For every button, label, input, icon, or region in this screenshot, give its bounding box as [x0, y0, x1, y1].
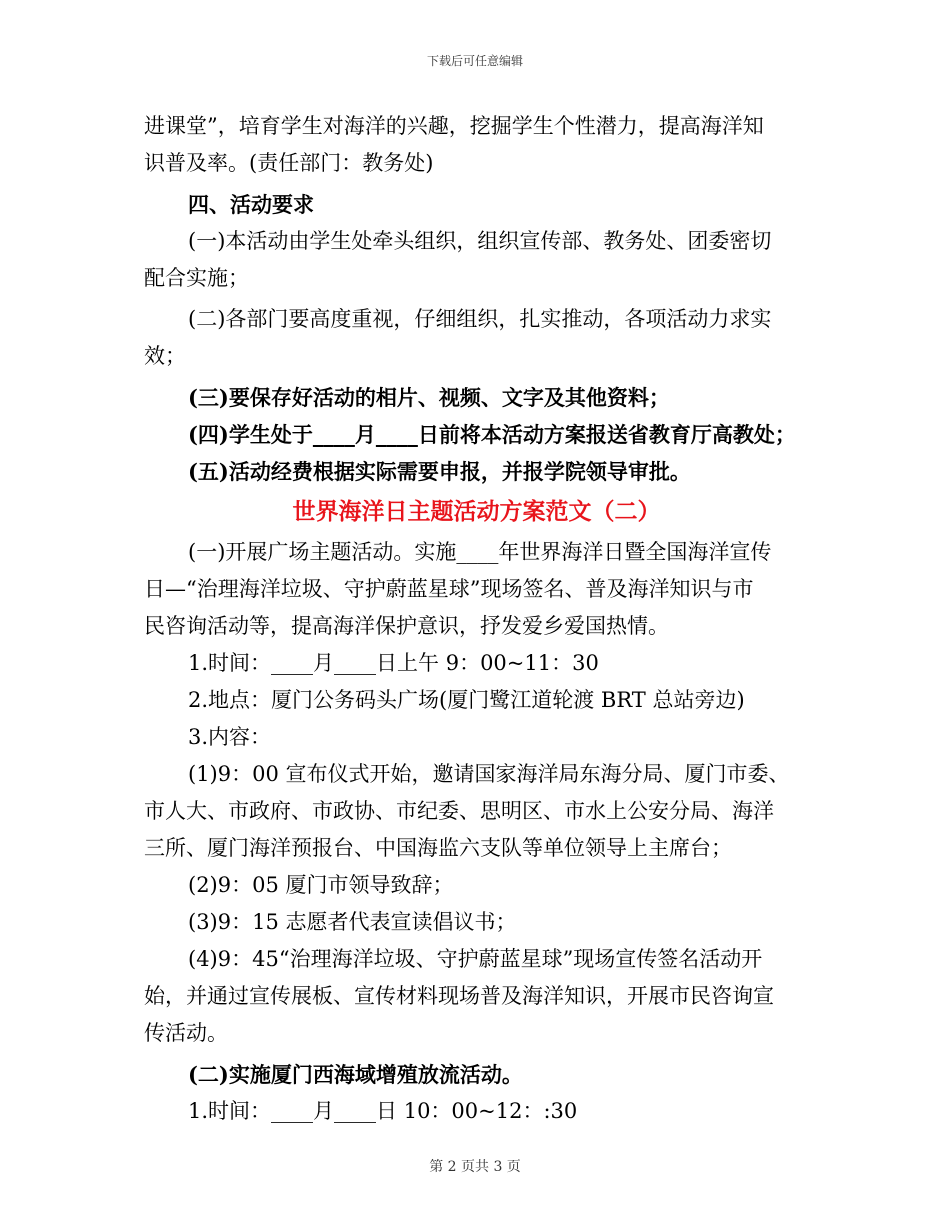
- paragraph-line: 传活动。: [144, 1021, 228, 1045]
- paragraph-line: 日—“治理海洋垃圾、守护蔚蓝星球”现场签名、普及海洋知识与市: [144, 577, 754, 601]
- document-body: [144, 108, 809, 1130]
- paragraph-line: 1.时间：____月____日上午 9：00~11：30: [188, 651, 599, 675]
- paragraph-line: 民咨询活动等，提高海洋保护意识，抒发爱乡爱国热情。: [144, 614, 669, 638]
- paragraph-line: 配合实施；: [144, 266, 249, 290]
- paragraph-line: (1)9：00 宣布仪式开始，邀请国家海洋局东海分局、厦门市委、: [188, 762, 790, 786]
- paragraph-line: (四)学生处于____月____日前将本活动方案报送省教育厅高教处；: [188, 422, 796, 447]
- paragraph-line: 三所、厦门海洋预报台、中国海监六支队等单位领导上主席台；: [144, 836, 732, 860]
- paragraph-line: (3)9：15 志愿者代表宣读倡议书；: [188, 910, 517, 934]
- paragraph-line: 2.地点：厦门公务码头广场(厦门鹭江道轮渡 BRT 总站旁边): [188, 688, 745, 712]
- paragraph-line: (二)实施厦门西海域增殖放流活动。: [188, 1062, 523, 1087]
- paragraph-line: (二)各部门要高度重视，仔细组织，扎实推动，各项活动力求实: [188, 307, 772, 331]
- paragraph-line: 3.内容：: [188, 725, 272, 749]
- paragraph-line: 效；: [144, 344, 186, 368]
- paragraph-line: (2)9：05 厦门市领导致辞；: [188, 873, 454, 897]
- section-title: 世界海洋日主题活动方案范文（二）: [292, 498, 661, 525]
- paragraph-line: 进课堂”，培育学生对海洋的兴趣，挖掘学生个性潜力，提高海洋知: [144, 114, 764, 138]
- paragraph-line: (三)要保存好活动的相片、视频、文字及其他资料；: [188, 385, 670, 410]
- page-header: 下载后可任意编辑: [426, 54, 523, 68]
- paragraph-line: (一)开展广场主题活动。实施____年世界海洋日暨全国海洋宣传: [188, 540, 772, 564]
- paragraph-line: (4)9：45“治理海洋垃圾、守护蔚蓝星球”现场宣传签名活动开: [188, 947, 763, 971]
- paragraph-line: 识普及率。(责任部门：教务处): [144, 151, 434, 175]
- paragraph-line: (一)本活动由学生处牵头组织，组织宣传部、教务处、团委密切: [188, 229, 772, 253]
- paragraph-line: 始，并通过宣传展板、宣传材料现场普及海洋知识，开展市民咨询宣: [144, 984, 774, 1008]
- paragraph-line: 市人大、市政府、市政协、市纪委、思明区、市水上公安分局、海洋: [144, 799, 774, 823]
- paragraph-line: 1.时间：____月____日 10：00~12：:30: [188, 1099, 578, 1123]
- section-heading: 四、活动要求: [188, 192, 314, 217]
- paragraph-line: (五)活动经费根据实际需要申报，并报学院领导审批。: [188, 459, 691, 484]
- page-footer: 第 2 页共 3 页: [429, 1159, 521, 1175]
